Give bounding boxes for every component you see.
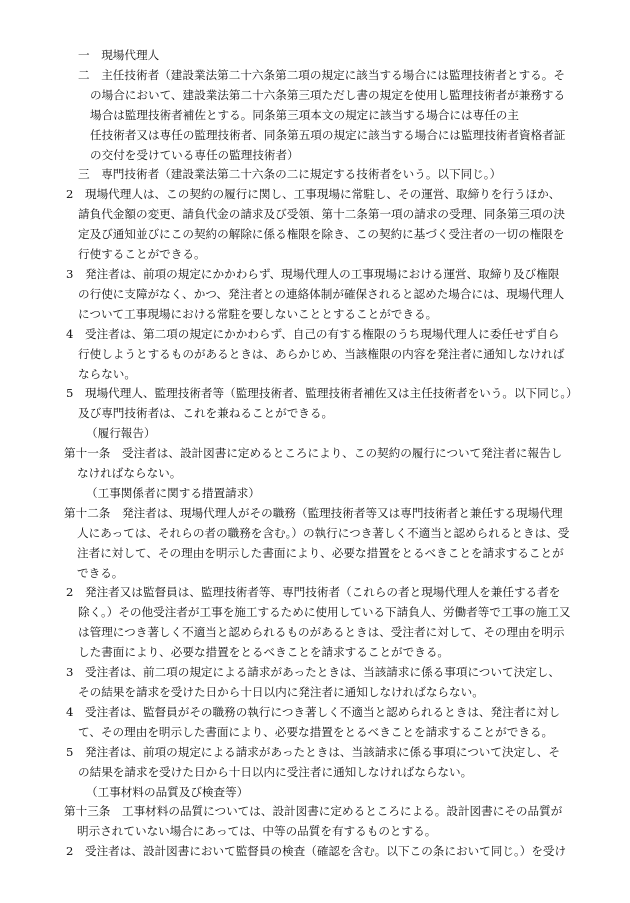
paragraph-continued: は管理につき著しく不適当と認められるものがあるときは、受注者に対して、その理由を明示	[78, 625, 565, 640]
article-caption-material-quality: （工事材料の品質及び検査等）	[86, 784, 249, 799]
paragraph-continued: ならない。	[78, 366, 136, 381]
paragraph-5: 5 現場代理人、監理技術者等（監理技術者、監理技術者補佐又は主任技術者をいう。以下同じ。）	[66, 386, 578, 401]
item-2-continued: 場合は監理技術者補佐とする。同条第三項本文の規定に該当する場合には専任の主	[90, 107, 519, 122]
paragraph-continued: 定及び通知並びにこの契約の解除に係る権限を除き、この契約に基づく受注者の一切の権限を	[78, 227, 565, 242]
paragraph-continued: 除く。）その他受注者が工事を施工するために使用している下請負人、労働者等で工事の施工又	[78, 605, 571, 620]
paragraph-5: 5 発注者は、前項の規定による請求があったときは、当該請求に係る事項について決定し、そ	[66, 744, 560, 759]
paragraph-2: 2 現場代理人は、この契約の履行に関し、工事現場に常駐し、その運営、取締りを行うほか、	[66, 187, 561, 202]
paragraph-4: 4 受注者は、監督員がその職務の執行につき著しく不適当と認められるときは、発注者に対し	[66, 704, 561, 719]
item-1-site-agent: 一 現場代理人	[78, 48, 160, 62]
article-continued: 明示されていない場合にあっては、中等の品質を有するものとする。	[77, 824, 437, 839]
item-3-specialist-engineer: 三 専門技術者（建設業法第二十六条の二に規定する技術者をいう。以下同じ。）	[78, 167, 502, 182]
article-caption-measures-request: （工事関係者に関する措置請求）	[86, 485, 260, 500]
item-2-continued: の場合において、建設業法第二十六条第三項ただし書の規定を使用し監理技術者が兼務する	[90, 87, 566, 102]
paragraph-continued: 行使しようとするものがあるときは、あらかじめ、当該権限の内容を発注者に通知しなければ	[78, 346, 565, 361]
paragraph-continued: の行使に支障がなく、かつ、発注者との連絡体制が確保されると認めた場合には、現場代理人	[78, 286, 565, 301]
paragraph-3: 3 受注者は、前二項の規定による請求があったときは、当該請求に係る事項について決定し、	[66, 665, 560, 680]
paragraph-continued: した書面により、必要な措置をとるべきことを請求することができる。	[78, 645, 450, 660]
item-2-continued: の交付を受けている専任の監理技術者）	[90, 147, 299, 162]
paragraph-continued: について工事現場における常駐を要しないこととすることができる。	[78, 306, 438, 321]
item-2-continued: 任技術者又は専任の監理技術者、同条第五項の規定に該当する場合には監理技術者資格者証	[90, 127, 566, 142]
paragraph-2: 2 発注者又は監督員は、監理技術者等、専門技術者（これらの者と現場代理人を兼任する者を	[66, 585, 561, 600]
paragraph-2: 2 受注者は、設計図書において監督員の検査（確認を含む。以下この条において同じ。）を受け	[66, 844, 567, 859]
item-2-chief-engineer: 二 主任技術者（建設業法第二十六条第二項の規定に該当する場合には監理技術者とする。そ	[78, 67, 565, 82]
article-caption-progress-report: （履行報告）	[86, 426, 156, 441]
paragraph-continued: その結果を請求を受けた日から十日以内に発注者に通知しなければならない。	[78, 685, 484, 699]
article-continued: なければならない。	[77, 466, 182, 481]
article-continued: できる。	[77, 565, 124, 580]
article-13: 第十三条 工事材料の品質については、設計図書に定めるところによる。設計図書にその品質が	[64, 804, 563, 819]
paragraph-continued: て、その理由を明示した書面により、必要な措置をとるべきことを請求することができる。	[78, 724, 554, 739]
paragraph-continued: 行使することができる。	[78, 247, 206, 262]
paragraph-4: 4 受注者は、第二項の規定にかかわらず、自己の有する権限のうち現場代理人に委任せず自ら	[66, 326, 560, 341]
paragraph-continued: の結果を請求を受けた日から十日以内に受注者に通知しなければならない。	[78, 764, 473, 779]
article-continued: 注者に対して、その理由を明示した書面により、必要な措置をとるべきことを請求することが	[77, 545, 564, 560]
article-12: 第十二条 発注者は、現場代理人がその職務（監理技術者等又は専門技術者と兼任する現場代理	[64, 505, 563, 520]
paragraph-3: 3 発注者は、前項の規定にかかわらず、現場代理人の工事現場における運営、取締り及び権限	[66, 266, 560, 281]
article-continued: 人にあっては、それらの者の職務を含む。）の執行につき著しく不適当と認められるときは、受	[77, 525, 570, 540]
paragraph-continued: 請負代金額の変更、請負代金の請求及び受領、第十二条第一項の請求の受理、同条第三項の決	[78, 207, 565, 222]
paragraph-continued: 及び専門技術者は、これを兼ねることができる。	[78, 406, 334, 421]
article-11: 第十一条 受注者は、設計図書に定めるところにより、この契約の履行について発注者に報告し	[64, 446, 563, 461]
